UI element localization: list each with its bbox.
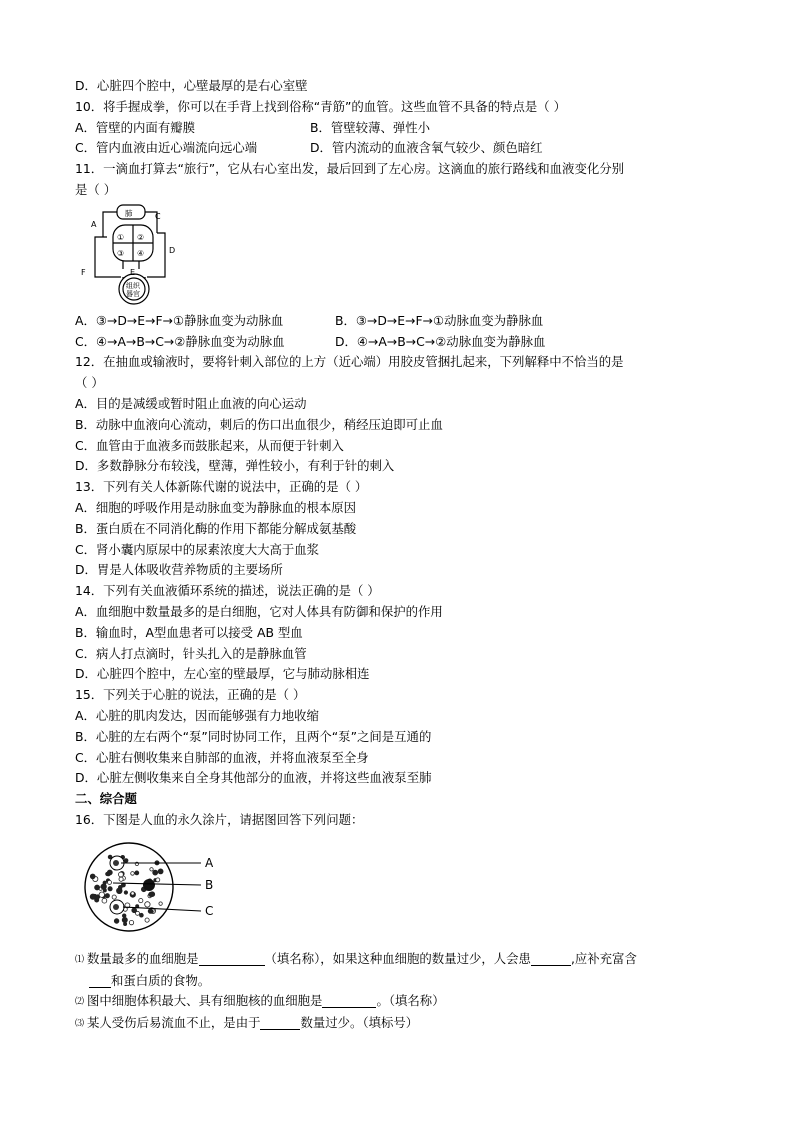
label-2: ② xyxy=(137,232,145,242)
red-blood-cell xyxy=(159,902,162,905)
q14-option-b: B．输血时，A型血患者可以接受 AB 型血 xyxy=(75,624,303,640)
q12-option-a: A．目的是减缓或暂时阻止血液的向心运动 xyxy=(75,395,307,411)
red-blood-cell xyxy=(145,918,149,922)
red-blood-cell xyxy=(150,867,153,870)
q12-option-d: D．多数静脉分布较浅，壁薄，弹性较小，有利于针的刺入 xyxy=(75,458,395,474)
red-blood-cell xyxy=(114,918,119,923)
q14-option-d: D．心脏四个腔中，左心室的壁最厚，它与肺动脉相连 xyxy=(75,666,370,682)
q12-option-c: C．血管由于血液多而鼓胀起来，从而便于针刺入 xyxy=(75,437,344,453)
q11-option-b: B．③→D→E→F→①动脉血变为静脉血 xyxy=(335,312,544,328)
red-blood-cell xyxy=(124,891,127,894)
q15-option-b: B．心脏的左右两个“泵”同时协同工作，且两个“泵”之间是互通的 xyxy=(75,728,432,744)
label-3: ③ xyxy=(117,248,125,258)
worksheet-page xyxy=(75,76,725,1035)
q13-option-b: B．蛋白质在不同消化酶的作用下都能分解成氨基酸 xyxy=(75,520,357,536)
red-blood-cell xyxy=(139,898,143,902)
q10-options-ab xyxy=(75,118,725,139)
answer-blank-5[interactable] xyxy=(260,1015,300,1030)
red-blood-cell xyxy=(119,872,124,877)
q15-option-d: D．心脏左侧收集来自全身其他部分的血液，并将这些血液泵至肺 xyxy=(75,770,432,786)
q16-sub3: ⑶ 某人受伤后易流血不止，是由于 数量过少。（填标号） xyxy=(75,1015,419,1031)
white-cell-b xyxy=(143,879,155,891)
label-f: F xyxy=(81,267,86,277)
label-d: D xyxy=(169,245,176,255)
q16-sub1-line1: ⑴ 数量最多的血细胞是 （填名称），如果这种血细胞的数量过少，人会患 ,应补充富含 xyxy=(75,950,637,966)
label-organ: 器官 xyxy=(126,289,140,298)
q14-stem: 14．下列有关血液循环系统的描述，说法正确的是（ ） xyxy=(75,583,380,599)
q10-option-d: D．管内流动的血液含氧气较少、颜色暗红 xyxy=(310,140,543,156)
q15-option-a: A．心脏的肌肉发达，因而能够强有力地收缩 xyxy=(75,707,319,723)
red-blood-cell xyxy=(135,871,139,875)
label-tissue: 组织 xyxy=(126,281,140,290)
q13-option-a: A．细胞的呼吸作用是动脉血变为静脉血的根本原因 xyxy=(75,499,357,515)
q15-stem: 15．下列关于心脏的说法，正确的是（ ） xyxy=(75,687,306,703)
section-heading: 二、综合题 xyxy=(75,791,137,807)
q14-option-c: C．病人打点滴时，针头扎入的是静脉血管 xyxy=(75,645,307,661)
red-blood-cell xyxy=(99,892,104,897)
red-blood-cell xyxy=(108,886,112,890)
q13-stem: 13．下列有关人体新陈代谢的说法中，正确的是（ ） xyxy=(75,479,368,495)
red-blood-cell xyxy=(106,872,109,875)
q16-sub1-line2: 和蛋白质的食物。 xyxy=(75,971,725,992)
blood-smear-svg xyxy=(83,833,243,945)
q12-option-b: B．动脉中血液向心流动，刺后的伤口出血很少，稍经压迫即可止血 xyxy=(75,416,443,432)
red-blood-cell xyxy=(112,895,116,899)
q11-option-d: D．④→A→B→C→②动脉血变为静脉血 xyxy=(335,333,546,349)
label-e: E xyxy=(130,267,136,277)
q10-stem: 10．将手握成拳，你可以在手背上找到俗称“青筋”的血管。这些血管不具备的特点是（ ） xyxy=(75,98,566,114)
smear-label-b: B xyxy=(205,877,214,892)
red-blood-cell xyxy=(90,894,95,899)
q11-stem-line1: 11．一滴血打算去“旅行”，它从右心室出发，最后回到了左心房。这滴血的旅行路线和血液变化分别 xyxy=(75,161,625,177)
red-blood-cell xyxy=(140,913,144,917)
red-blood-cell xyxy=(101,884,106,889)
red-blood-cell xyxy=(90,874,95,879)
answer-blank-2[interactable] xyxy=(531,951,571,966)
red-blood-cell xyxy=(105,893,109,897)
red-blood-cell xyxy=(119,877,123,881)
answer-blank-1[interactable] xyxy=(199,951,265,966)
label-1: ① xyxy=(117,232,125,242)
q13-option-c: C．肾小囊内原尿中的尿素浓度大大高于血浆 xyxy=(75,541,320,557)
q11-option-a: A．③→D→E→F→①静脉血变为动脉血 xyxy=(75,312,284,328)
q11-options-ab xyxy=(75,311,725,332)
q14-option-a: A．血细胞中数量最多的是白细胞，它对人体具有防御和保护的作用 xyxy=(75,603,443,619)
heart-circulation-svg xyxy=(77,203,187,307)
red-blood-cell xyxy=(131,891,134,894)
heart-circulation-diagram xyxy=(77,203,725,307)
smear-label-c: C xyxy=(205,903,214,918)
red-blood-cell xyxy=(129,920,133,924)
q10-options-cd xyxy=(75,138,725,159)
red-blood-cell xyxy=(122,914,126,918)
red-blood-cell xyxy=(149,892,153,896)
q12-stem-line2: （ ） xyxy=(75,375,104,391)
q10-option-a: A．管壁的内面有瓣膜 xyxy=(75,119,195,135)
red-blood-cell xyxy=(117,888,123,894)
smear-label-a: A xyxy=(205,855,214,870)
q13-option-d: D．胃是人体吸收营养物质的主要场所 xyxy=(75,562,283,578)
q12-stem-line1: 12．在抽血或输液时，要将针刺入部位的上方（近心端）用胶皮管捆扎起来，下列解释中不恰当的是 xyxy=(75,354,624,370)
red-blood-cell xyxy=(131,871,135,875)
label-lung: 肺 xyxy=(125,208,133,218)
label-c: C xyxy=(155,211,161,221)
red-blood-cell xyxy=(148,909,153,914)
q10-option-b: B．管壁较薄、弹性小 xyxy=(310,119,431,135)
red-blood-cell xyxy=(124,922,127,925)
blood-smear-diagram xyxy=(83,833,725,945)
red-blood-cell xyxy=(108,880,112,884)
q11-options-cd xyxy=(75,332,725,353)
q9-option-d: D．心脏四个腔中，心壁最厚的是右心室壁 xyxy=(75,78,308,93)
red-blood-cell xyxy=(95,885,100,890)
red-blood-cell xyxy=(102,898,107,903)
red-blood-cell xyxy=(122,917,127,922)
q15-option-c: C．心脏右侧收集来自肺部的血液，并将血液泵至全身 xyxy=(75,749,369,765)
red-blood-cell xyxy=(156,878,160,882)
red-blood-cell xyxy=(158,869,163,874)
answer-blank-4[interactable] xyxy=(322,993,376,1008)
label-a: A xyxy=(91,219,97,229)
red-blood-cell xyxy=(145,901,150,906)
q10-option-c: C．管内血液由近心端流向远心端 xyxy=(75,140,258,156)
q11-stem-line2: 是（ ） xyxy=(75,181,117,197)
label-4: ④ xyxy=(137,248,145,258)
red-blood-cell xyxy=(136,911,140,915)
q11-option-c: C．④→A→B→C→②静脉血变为动脉血 xyxy=(75,333,285,349)
red-blood-cell xyxy=(124,858,128,862)
red-blood-cell xyxy=(153,870,158,875)
answer-blank-3[interactable] xyxy=(89,973,111,988)
q16-stem: 16．下图是人血的永久涂片，请据图回答下列问题： xyxy=(75,811,364,827)
q16-sub2: ⑵ 图中细胞体积最大、具有细胞核的血细胞是 。（填名称） xyxy=(75,993,445,1009)
